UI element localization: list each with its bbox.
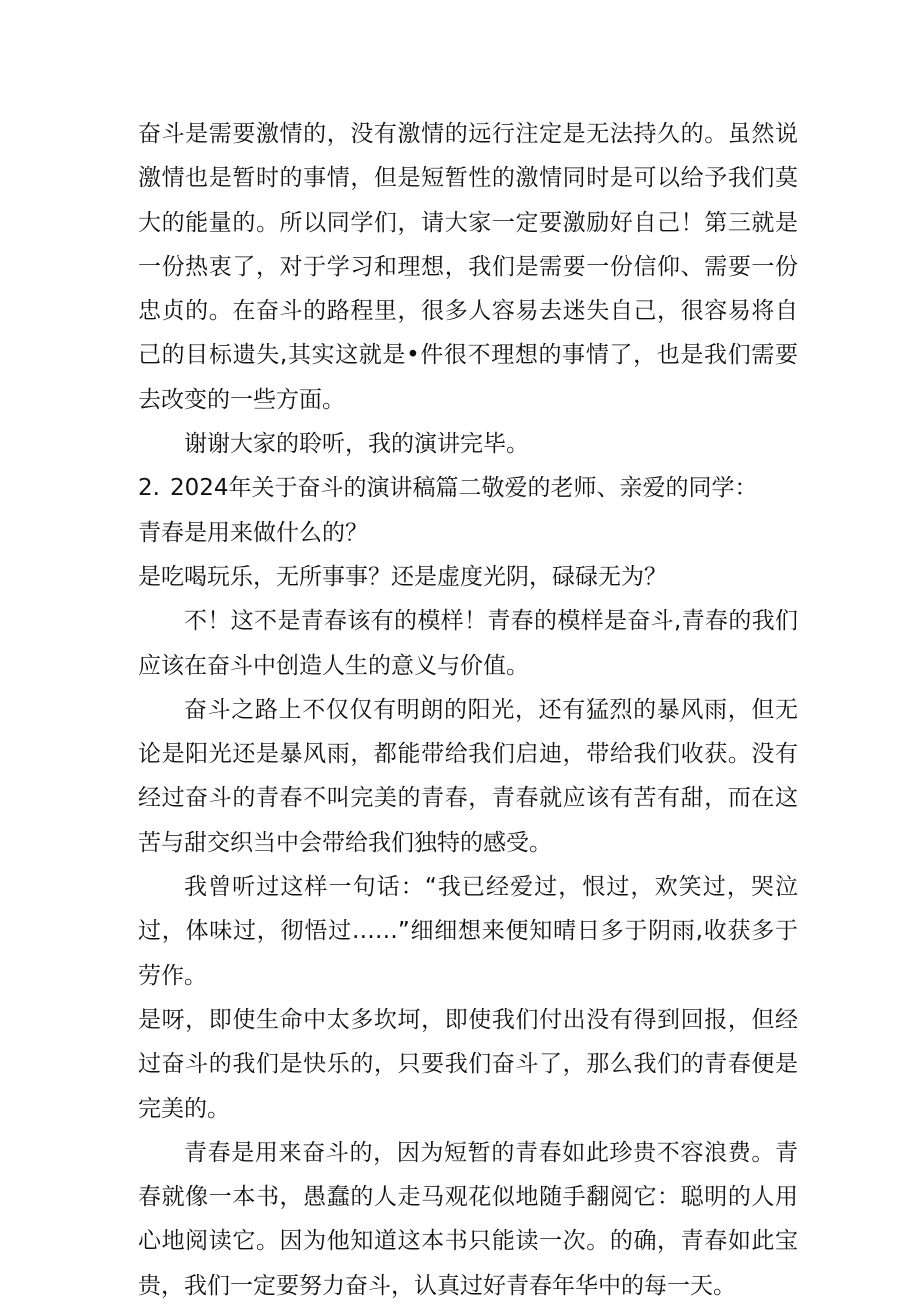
paragraph-6: 奋斗之路上不仅仅有明朗的阳光，还有猛烈的暴风雨，但无论是阳光还是暴风雨，都能带给我们启迪，带给我们收获。没有经过奋斗的青春不叫完美的青春，青春就应该有苦有甜，而在这苦与甜交织当中会带给我们独特的感受。	[138, 696, 798, 856]
document-body	[138, 112, 798, 1308]
paragraph-8: 是呀，即使生命中太多坎坷，即使我们付出没有得到回报，但经过奋斗的我们是快乐的，只要我们奋斗了，那么我们的青春便是完美的。	[138, 1006, 798, 1122]
paragraph-2: 谢谢大家的聆听，我的演讲完毕。	[184, 431, 529, 458]
paragraph-5: 不！这不是青春该有的模样！青春的模样是奋斗,青春的我们应该在奋斗中创造人生的意义与价值。	[138, 608, 798, 679]
section-title: 2024年关于奋斗的演讲稿篇二敬爱的老师、亲爱的同学：	[170, 475, 758, 502]
section-heading	[138, 466, 798, 510]
paragraph-9: 青春是用来奋斗的，因为短暂的青春如此珍贵不容浪费。青春就像一本书，愚蠢的人走马观花似地随手翻阅它：聪明的人用心地阅读它。因为他知道这本书只能读一次。的确，青春如此宝贵，我们一定要努力奋斗，认真过好青春年华中的每一天。	[138, 1139, 798, 1299]
section-number: 2.	[138, 475, 160, 502]
paragraph-7: 我曾听过这样一句话：“我已经爱过，恨过，欢笑过，哭泣过，体味过，彻悟过……”细细想来便知晴日多于阴雨,收获多于劳作。	[138, 874, 798, 989]
paragraph-4: 是吃喝玩乐，无所事事？还是虚度光阴，碌碌无为？	[138, 563, 667, 590]
paragraph-1: 奋斗是需要激情的，没有激情的远行注定是无法持久的。虽然说激情也是暂时的事情，但是短暂性的激情同时是可以给予我们莫大的能量的。所以同学们，请大家一定要激励好自己！第三就是一份热衷了，对于学习和理想，我们是需要一份信仰、需要一份忠贞的。在奋斗的路程里，很多人容易去迷失自己，很容易将自己的目标遗失,其实这就是•件很不理想的事情了，也是我们需要去改变的一些方面。	[138, 121, 798, 413]
paragraph-3: 青春是用来做什么的？	[138, 519, 368, 546]
